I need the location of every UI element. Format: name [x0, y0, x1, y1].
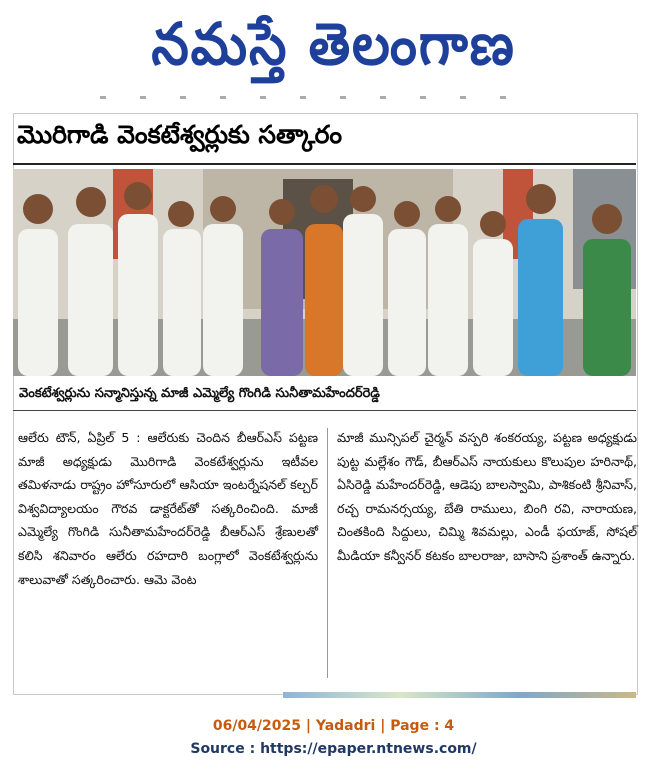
photo-caption: వెంకటేశ్వర్లును సన్మానిస్తున్న మాజీ ఎమ్మెల్యే గొంగిడి సునీతామహేందర్‌రెడ్డి: [19, 386, 380, 401]
article-column-left: [18, 426, 318, 591]
article-body-left: ఆలేరు టౌన్, ఏప్రిల్ 5 : ఆలేరుకు చెందిన బీఆర్ఎస్ పట్టణ మాజీ అధ్యక్షుడు మొరిగాడి వెంకటేశ్వర్లును ఇటీవల తమిళనాడు రాష్ట్రం హోసూరులో ఆసియా ఇంటర్నేషనల్ కల్చర్ విశ్వవిద్యాలయం గౌరవ డాక్టరేట్‌తో సత్కరించింది. మాజీ ఎమ్మెల్యే గొంగిడి సునీతామహేందర్‌రెడ్డి బీఆర్ఎస్ శ్రేణులతో కలిసి శనివారం ఆలేరు రహదారి బంగ్లాలో వెంకటేశ్వర్లును శాలువాతో సత్కరించారు. ఆమె వెంట: [18, 430, 318, 587]
column-divider: [327, 428, 328, 678]
article-photo: [13, 169, 636, 376]
article-headline: మొరిగాడి వెంకటేశ్వర్లుకు సత్కారం: [17, 120, 343, 149]
edition-info: 06/04/2025 | Yadadri | Page : 4: [212, 718, 455, 734]
masthead: [0, 0, 667, 95]
article-column-right: [337, 426, 637, 568]
source-link[interactable]: Source : https://epaper.ntnews.com/: [190, 741, 477, 757]
caption-divider: [13, 410, 636, 411]
newspaper-logo: నమస్తే తెలంగాణ: [151, 10, 516, 78]
next-article-photo-edge: [283, 692, 636, 698]
headline-divider: [13, 163, 636, 165]
group-photo-image: [13, 169, 636, 376]
masthead-divider: [100, 96, 540, 99]
article-body-right: మాజీ మున్సిపల్ చైర్మన్ వస్పరి శంకరయ్య, పట్టణ అధ్యక్షుడు పుట్ట మల్లేశం గౌడ్, బీఆర్ఎస్ నాయకులు కొలుపుల హరినాథ్, ఏసిరెడ్డి మహేందర్‌రెడ్డి, ఆడెపు బాలస్వామి, పాశికంటి శ్రీనివాస్, రచ్చ రామనర్సయ్య, బేతి రాములు, బింగి రవి, నారాయణ, చింతకింది సిద్దులు, చిమ్మి శివమల్లు, ఎండీ ఫయాజ్, సోషల్ మీడియా కన్వీనర్ కటకం బాలరాజు, బాసాని ప్రశాంత్ ఉన్నారు.: [337, 430, 637, 563]
